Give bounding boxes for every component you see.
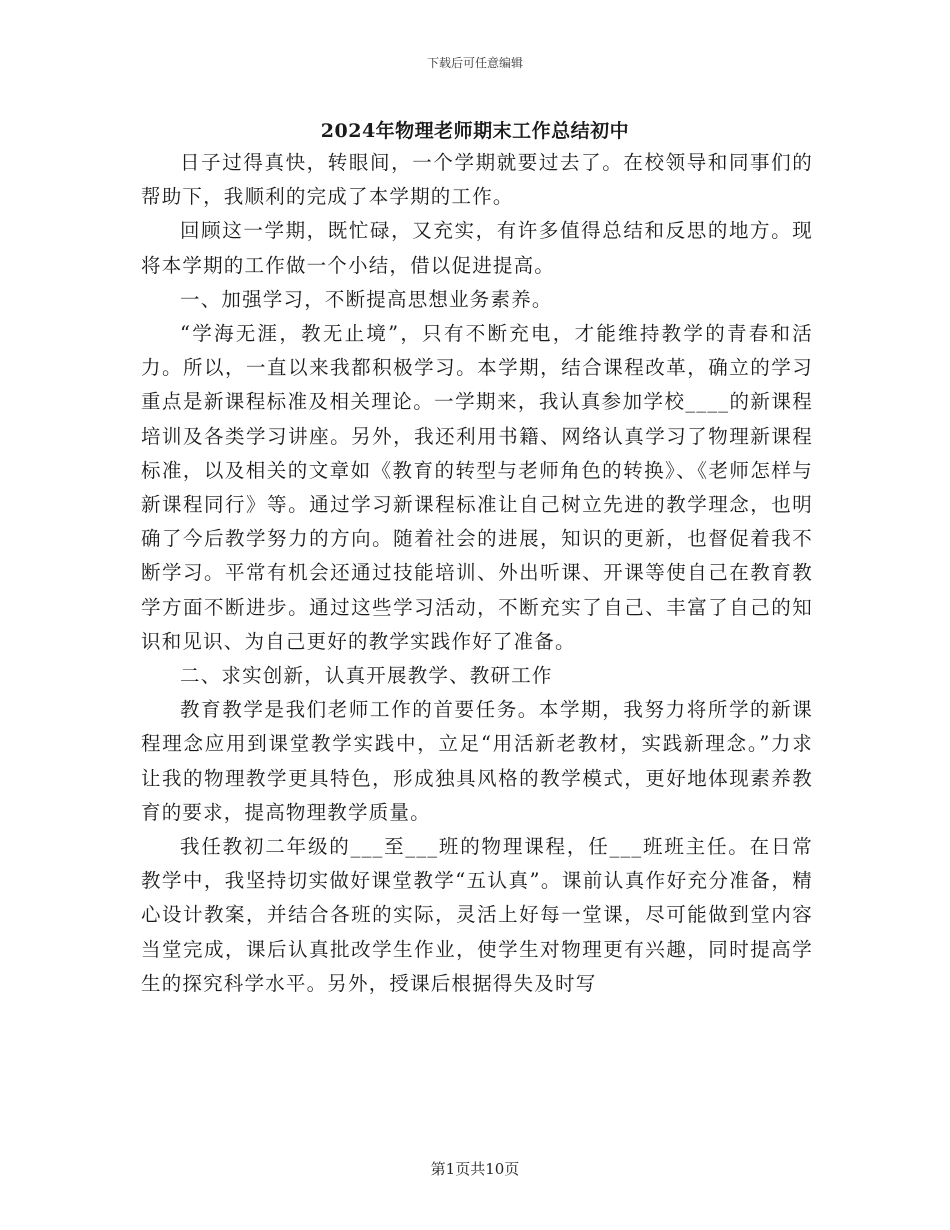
paragraph-review: 回顾这一学期，既忙碌，又充实，有许多值得总结和反思的地方。现将本学期的工作做一个小结，借以促进提高。 xyxy=(141,219,813,277)
section-heading-1: 一、加强学习，不断提高思想业务素养。 xyxy=(180,287,553,311)
page-number: 第1页共10页 xyxy=(430,1160,520,1178)
header-note: 下载后可任意编辑 xyxy=(426,56,523,70)
section-heading-2: 二、求实创新，认真开展教学、教研工作 xyxy=(180,664,553,688)
paragraph-classes: 我任教初二年级的___至___班的物理课程，任___班班主任。在日常教学中，我坚持切实做好课堂教学“五认真”。课前认真作好充分准备，精心设计教案，并结合各班的实际，灵活上好每一堂课，尽可能做到堂内容当堂完成，课后认真批改学生作业，使学生对物理更有兴趣，同时提高学生的探究科学水平。另外，授课后根据得失及时写 xyxy=(141,835,813,995)
paragraph-learning: “学海无涯，教无止境”，只有不断充电，才能维持教学的青春和活力。所以，一直以来我都积极学习。本学期，结合课程改革，确立的学习重点是新课程标准及相关理论。一学期来，我认真参加学校____的新课程培训及各类学习讲座。另外，我还利用书籍、网络认真学习了物理新课程标准，以及相关的文章如《教育的转型与老师角色的转换》、《老师怎样与新课程同行》等。通过学习新课程标准让自己树立先进的教学理念，也明确了今后教学努力的方向。随着社会的进展，知识的更新，也督促着我不断学习。平常有机会还通过技能培训、外出听课、开课等使自己在教育教学方面不断进步。通过这些学习活动，不断充实了自己、丰富了自己的知识和见识、为自己更好的教学实践作好了准备。 xyxy=(141,322,813,653)
paragraph-teaching: 教育教学是我们老师工作的首要任务。本学期，我努力将所学的新课程理念应用到课堂教学实践中，立足“用活新老教材，实践新理念。”力求让我的物理教学更具特色，形成独具风格的教学模式，更好地体现素养教育的要求，提高物理教学质量。 xyxy=(141,698,813,824)
document-body xyxy=(141,146,813,1001)
document-title: 2024年物理老师期末工作总结初中 xyxy=(320,120,630,142)
paragraph-intro: 日子过得真快，转眼间，一个学期就要过去了。在校领导和同事们的帮助下，我顺利的完成了本学期的工作。 xyxy=(141,151,813,209)
